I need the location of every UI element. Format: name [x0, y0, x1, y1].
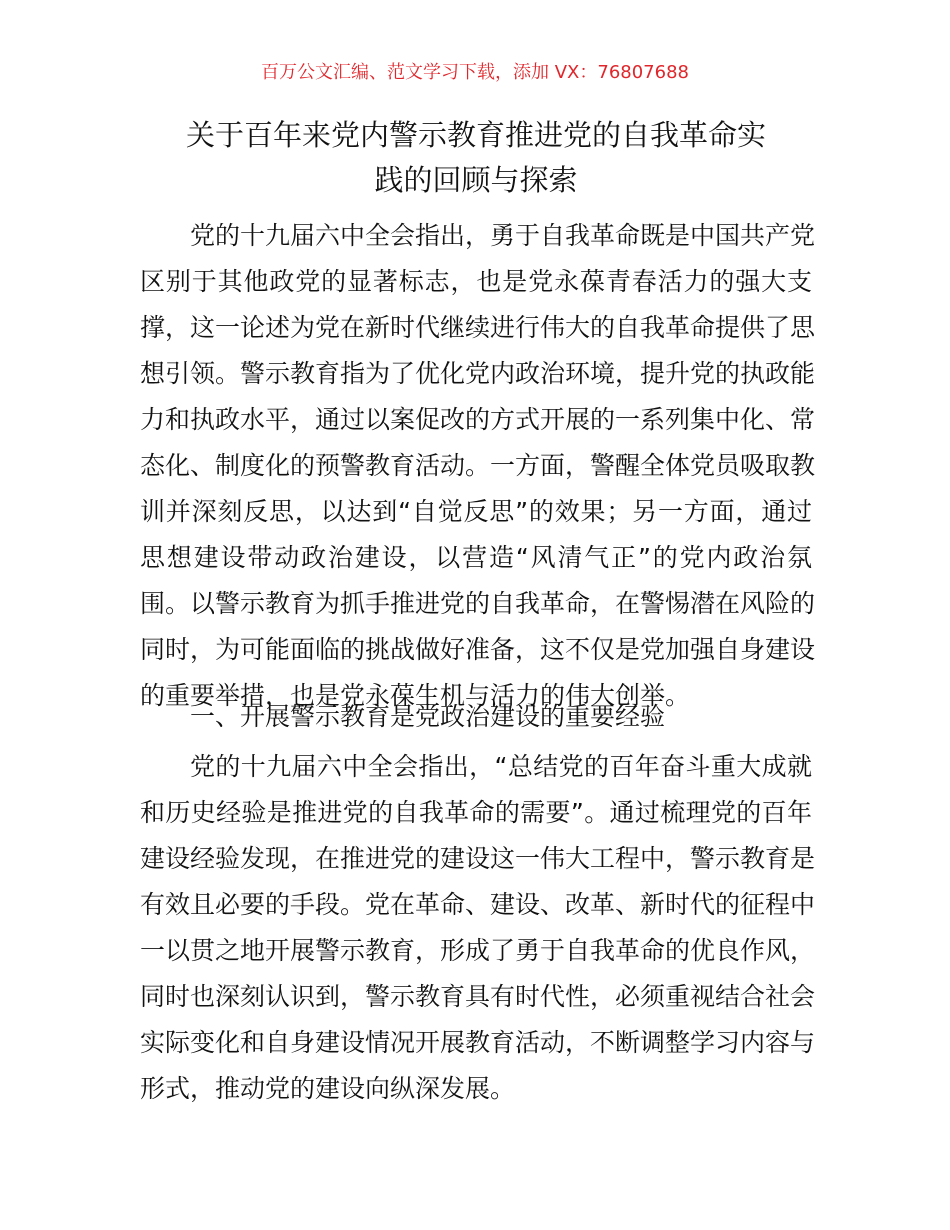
paragraph-line: 党的十九届六中全会指出，“总结党的百年奋斗重大成就: [190, 752, 812, 781]
paragraph-line: 和历史经验是推进党的自我革命的需要”。通过梳理党的百年: [140, 798, 812, 827]
paragraph-line: 围。以警示教育为抓手推进党的自我革命，在警惕潜在风险的: [140, 589, 816, 618]
paragraph-line: 想引领。警示教育指为了优化党内政治环境，提升党的执政能: [140, 359, 816, 388]
paragraph-2: [140, 744, 816, 1112]
paragraph-line: 同时，为可能面临的挑战做好准备，这不仅是党加强自身建设: [140, 635, 816, 664]
paragraph-line: 党的十九届六中全会指出，勇于自我革命既是中国共产党: [190, 221, 816, 250]
watermark-banner: 百万公文汇编、范文学习下载，添加 VX：76807688: [261, 62, 689, 83]
paragraph-line: 撑，这一论述为党在新时代继续进行伟大的自我革命提供了思: [140, 313, 816, 342]
paragraph-line: 态化、制度化的预警教育活动。一方面，警醒全体党员吸取教: [140, 451, 816, 480]
paragraph-line: 力和执政水平，通过以案促改的方式开展的一系列集中化、常: [140, 405, 816, 434]
paragraph-line: 训并深刻反思，以达到“自觉反思”的效果；另一方面，通过: [140, 497, 812, 526]
paragraph-line: 区别于其他政党的显著标志，也是党永葆青春活力的强大支: [140, 267, 812, 296]
paragraph-line: 有效且必要的手段。党在革命、建设、改革、新时代的征程中: [140, 890, 816, 919]
paragraph-line: 思想建设带动政治建设，以营造“风清气正”的党内政治氛: [140, 543, 812, 572]
paragraph-line: 形式，推动党的建设向纵深发展。: [140, 1074, 516, 1103]
paragraph-1: [140, 213, 816, 719]
paragraph-line: 建设经验发现，在推进党的建设这一伟大工程中，警示教育是: [140, 844, 816, 873]
section-heading-text: 一、开展警示教育是党政治建设的重要经验: [190, 702, 666, 731]
paragraph-line: 实际变化和自身建设情况开展教育活动，不断调整学习内容与: [140, 1028, 816, 1057]
paragraph-line: 的重要举措，也是党永葆生机与活力的伟大创举。: [140, 681, 691, 710]
paragraph-line: 一以贯之地开展警示教育，形成了勇于自我革命的优良作风，: [140, 936, 816, 965]
document-title-line-1: 关于百年来党内警示教育推进党的自我革命实: [185, 118, 766, 152]
section-heading: [140, 694, 812, 740]
document-title-line-2: 践的回顾与探索: [374, 163, 578, 197]
paragraph-line: 同时也深刻认识到，警示教育具有时代性，必须重视结合社会: [140, 982, 816, 1011]
